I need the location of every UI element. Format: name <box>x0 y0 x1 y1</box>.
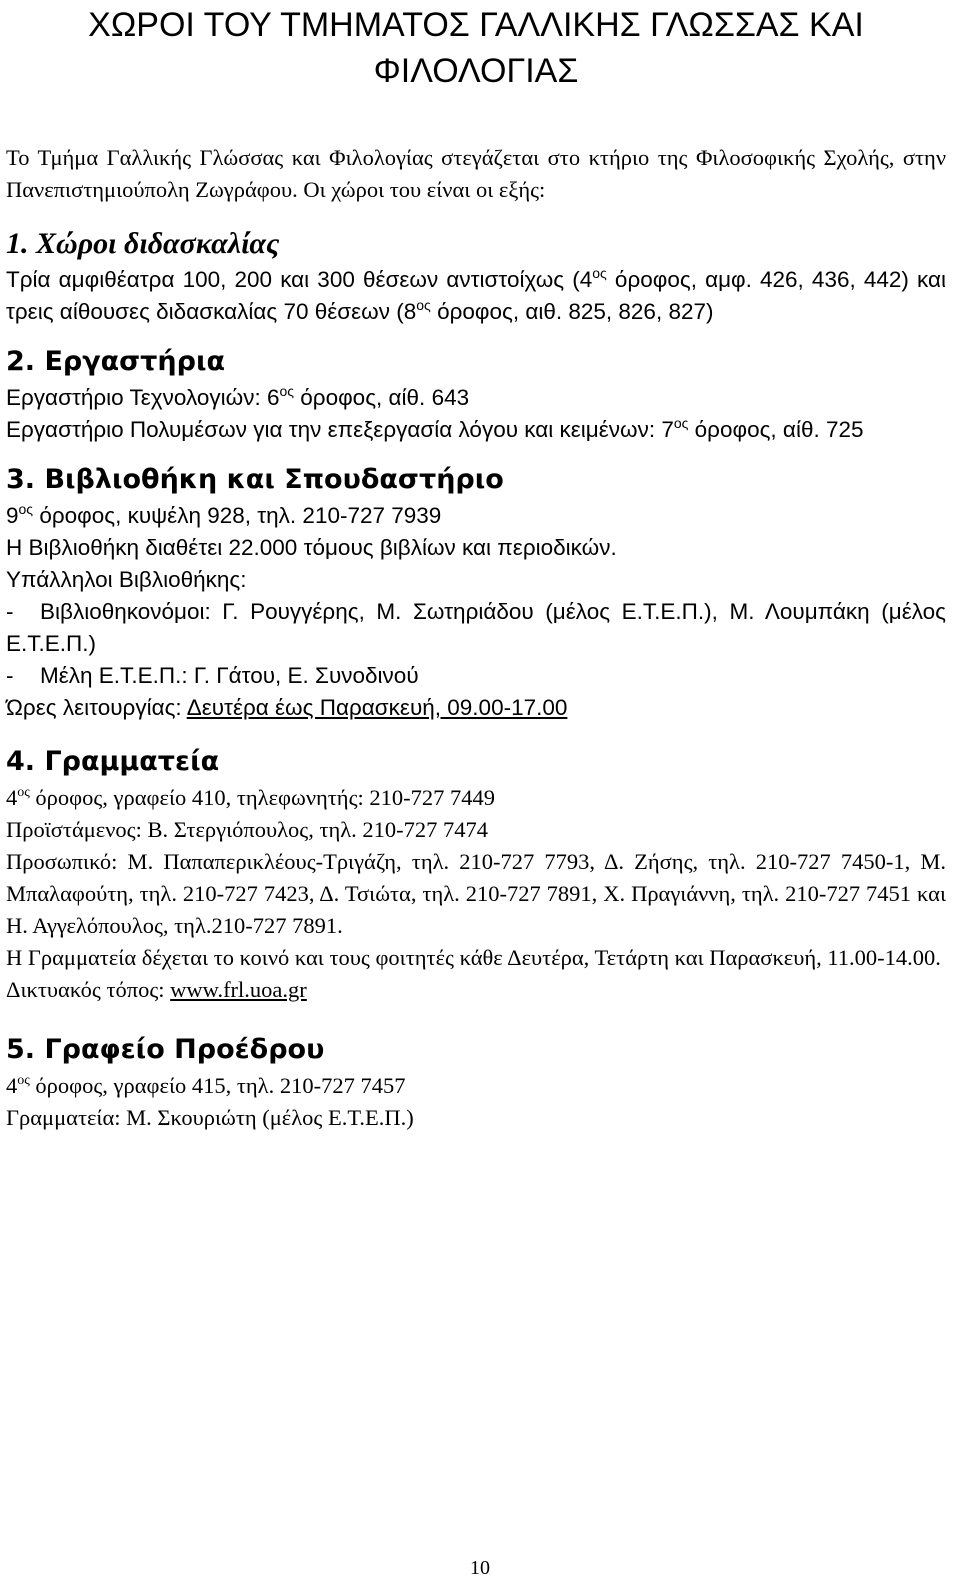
lab-technology-room: όροφος, αίθ. 643 <box>294 385 470 410</box>
website-link[interactable]: www.frl.uoa.gr <box>170 977 307 1002</box>
library-location-text: όροφος, κυψέλη 928, τηλ. 210-727 7939 <box>33 503 442 528</box>
teaching-spaces-text-2: όροφος, αμφ. 426, 436, 442) και τρεις αίθουσες διδασκαλίας 70 θέσεων (8 <box>6 267 946 324</box>
library-librarians-text: Βιβλιοθηκονόμοι: Γ. Ρουγγέρης, Μ. Σωτηριάδου (μέλος Ε.Τ.Ε.Π.), Μ. Λουμπάκη (μέλος Ε.Τ.Ε.Π.) <box>6 599 946 656</box>
secretariat-website <box>6 974 946 1006</box>
section-heading-president-office: 5. Γραφείο Προέδρου <box>6 1034 325 1065</box>
library-librarians <box>6 596 946 660</box>
teaching-spaces-text <box>6 264 946 328</box>
secretariat-head: Προϊστάμενος: Β. Στεργιόπουλος, τηλ. 210-727 7474 <box>6 817 489 842</box>
lab-technology-text: Εργαστήριο Τεχνολογιών: 6 <box>6 385 280 410</box>
lab-multimedia-text: Εργαστήριο Πολυμέσων για την επεξεργασία λόγου και κειμένων: 7 <box>6 417 674 442</box>
library-etep-members <box>6 660 946 692</box>
ordinal-superscript: ος <box>279 383 295 399</box>
lab-multimedia-room: όροφος, αίθ. 725 <box>688 417 864 442</box>
page-title: ΧΩΡΟΙ ΤΟΥ ΤΜΗΜΑΤΟΣ ΓΑΛΛΙΚΗΣ ΓΛΩΣΣΑΣ ΚΑΙ ΦΙΛΟΛΟΓΙΑΣ <box>88 6 864 90</box>
section-library <box>6 460 946 724</box>
section-president-office <box>6 1030 946 1134</box>
president-office-secretary: Γραμματεία: Μ. Σκουριώτη (μέλος Ε.Τ.Ε.Π.) <box>6 1105 414 1130</box>
president-office-location <box>6 1070 946 1102</box>
library-holdings: Η Βιβλιοθήκη διαθέτει 22.000 τόμους βιβλίων και περιοδικών. <box>6 535 617 560</box>
library-location <box>6 500 946 532</box>
secretariat-location <box>6 782 946 814</box>
section-heading-secretariat: 4. Γραμματεία <box>6 746 220 777</box>
ordinal-superscript: ος <box>673 415 689 431</box>
library-etep-members-text: Μέλη Ε.Τ.Ε.Π.: Γ. Γάτου, Ε. Συνοδινού <box>40 663 419 688</box>
lab-multimedia-line <box>6 414 946 446</box>
teaching-spaces-text-3: όροφος, αιθ. 825, 826, 827) <box>430 299 714 324</box>
section-heading-library: 3. Βιβλιοθήκη και Σπουδαστήριο <box>6 464 504 495</box>
secretariat-staff: Προσωπικό: Μ. Παπαπερικλέους-Τριγάζη, τηλ. 210-727 7793, Δ. Ζήσης, τηλ. 210-727 7450-1, Μ. Μπαλαφούτη, τηλ. 210-727 7423, Δ. Τσιώτα, τηλ. 210-727 7891, Χ. Πραγιάννη, τηλ. 210-727 7451 και Η. Αγγελόπουλος, τηλ.210-727 7891. <box>6 849 946 938</box>
president-office-location-text: όροφος, γραφείο 415, τηλ. 210-727 7457 <box>29 1073 406 1098</box>
library-floor-number: 9 <box>6 503 19 528</box>
list-dash: - <box>6 599 14 624</box>
secretariat-location-text: όροφος, γραφείο 410, τηλεφωνητής: 210-727 7449 <box>29 785 495 810</box>
president-floor-number: 4 <box>6 1073 18 1098</box>
section-secretariat <box>6 742 946 1006</box>
library-hours <box>6 692 946 724</box>
lab-technology-line <box>6 382 946 414</box>
secretariat-hours: Η Γραμματεία δέχεται το κοινό και τους φοιτητές κάθε Δευτέρα, Τετάρτη και Παρασκευή, 11.00-14.00. <box>6 945 941 970</box>
section-heading-teaching-spaces: 1. Χώροι διδασκαλίας <box>6 227 280 260</box>
section-laboratories <box>6 342 946 446</box>
page-number: 10 <box>470 1557 490 1579</box>
ordinal-superscript: ος <box>17 1073 30 1088</box>
ordinal-superscript: ος <box>416 297 431 313</box>
list-dash: - <box>6 663 14 688</box>
library-staff-label: Υπάλληλοι Βιβλιοθήκης: <box>6 567 247 592</box>
ordinal-superscript: ος <box>18 501 34 517</box>
intro-paragraph: Το Τμήμα Γαλλικής Γλώσσας και Φιλολογίας στεγάζεται στο κτήριο της Φιλοσοφικής Σχολής, στην Πανεπιστημιούπολη Ζωγράφου. Οι χώροι του είναι οι εξής: <box>6 145 946 202</box>
library-hours-label: Ώρες λειτουργίας: <box>6 695 187 720</box>
section-heading-laboratories: 2. Εργαστήρια <box>6 346 226 377</box>
library-hours-value: Δευτέρα έως Παρασκευή, 09.00-17.00 <box>186 695 568 720</box>
secretariat-floor-number: 4 <box>6 785 18 810</box>
teaching-spaces-text-1: Τρία αμφιθέατρα 100, 200 και 300 θέσεων αντιστοίχως (4 <box>6 267 593 292</box>
ordinal-superscript: ος <box>17 785 30 800</box>
document-page <box>6 0 946 1591</box>
ordinal-superscript: ος <box>592 265 607 281</box>
website-label: Δικτυακός τόπος: <box>6 977 171 1002</box>
section-teaching-spaces <box>6 224 946 328</box>
